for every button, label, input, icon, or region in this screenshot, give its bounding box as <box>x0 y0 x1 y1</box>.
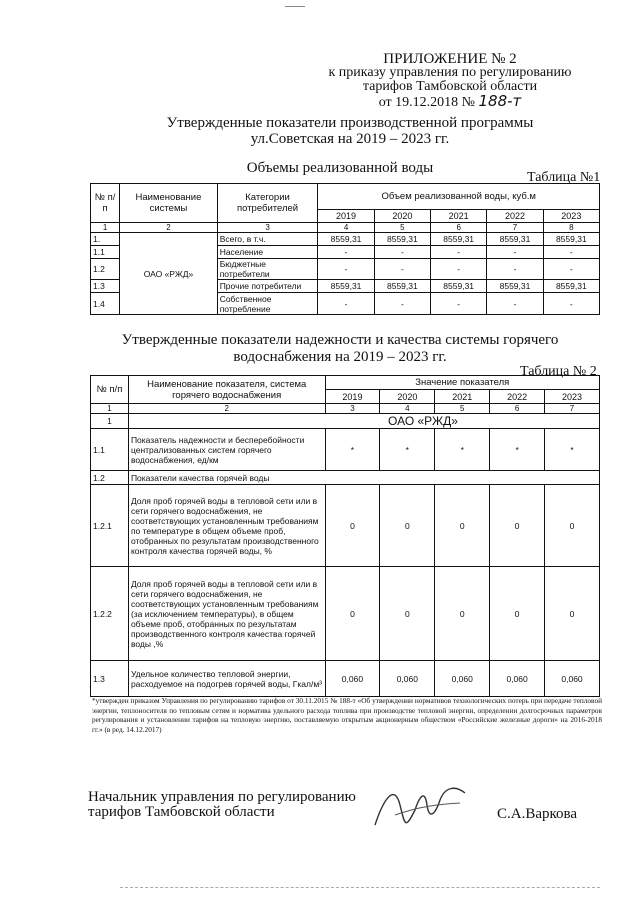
table-row <box>91 471 600 485</box>
row-category: Бюджетные потребители <box>217 259 318 280</box>
row-num: 1.4 <box>91 293 120 315</box>
value-cell: * <box>380 429 435 471</box>
col-header-system: Наименование системы <box>120 184 217 223</box>
table-row <box>91 233 600 246</box>
index-cell: 3 <box>325 404 380 414</box>
table1 <box>90 183 600 315</box>
signatory-name: С.А.Варкова <box>497 806 578 822</box>
row-category: Прочие потребители <box>217 280 318 293</box>
table-row <box>91 661 600 697</box>
row-category: Население <box>217 246 318 259</box>
value-cell: - <box>318 293 374 315</box>
value-cell: 0,060 <box>490 661 545 697</box>
col-header-num: № п/п <box>91 184 120 223</box>
value-cell: 8559,31 <box>318 280 374 293</box>
year-header: 2021 <box>431 210 487 223</box>
value-cell: 0 <box>325 567 380 661</box>
indicator-name: Доля проб горячей воды в тепловой сети или в сети горячего водоснабжения, не соответствующих установленным требованиям по температуре в общем объеме проб, отобранных по результатам производственного контроля качества горячей воды, % <box>128 485 325 567</box>
section1-title-line: Утвержденные показатели производственной программы <box>166 115 534 131</box>
value-cell: 0 <box>380 567 435 661</box>
value-cell: 8559,31 <box>543 233 599 246</box>
row-category: Всего, в т.ч. <box>217 233 318 246</box>
col-header-num: № п/п <box>91 376 129 404</box>
handwritten-signature <box>365 775 475 835</box>
index-cell: 5 <box>435 404 490 414</box>
index-cell: 2 <box>120 223 217 233</box>
value-cell: 0 <box>490 567 545 661</box>
value-cell: - <box>431 259 487 280</box>
row-num: 1.2 <box>91 471 129 485</box>
value-cell: - <box>374 246 430 259</box>
value-cell: 8559,31 <box>374 233 430 246</box>
section2-title-line: водоснабжения на 2019 – 2023 гг. <box>233 349 447 365</box>
table2-number: Таблица № 2 <box>520 364 597 379</box>
value-cell: 8559,31 <box>543 280 599 293</box>
indicator-name: Показатель надежности и бесперебойности централизованных систем горячего водоснабжения, ед/км <box>128 429 325 471</box>
value-cell: - <box>374 293 430 315</box>
year-header: 2019 <box>318 210 374 223</box>
value-cell: 0 <box>490 485 545 567</box>
order-date: от 19.12.2018 № <box>378 95 475 110</box>
value-cell: 0 <box>380 485 435 567</box>
value-cell: 0,060 <box>545 661 600 697</box>
year-header: 2020 <box>380 390 435 404</box>
indicator-name: Показатели качества горячей воды <box>128 471 599 485</box>
order-ref-line: тарифов Тамбовской области <box>362 79 538 94</box>
index-cell: 3 <box>217 223 318 233</box>
year-header: 2023 <box>545 390 600 404</box>
section1-title <box>120 115 580 147</box>
table-row <box>91 485 600 567</box>
position-line: тарифов Тамбовской области <box>88 804 275 820</box>
order-ref-line: к приказу управления по регулированию <box>328 65 572 80</box>
value-cell: * <box>490 429 545 471</box>
value-cell: 0 <box>545 567 600 661</box>
value-cell: * <box>325 429 380 471</box>
row-num: 1.2 <box>91 259 120 280</box>
row-num: 1.2.1 <box>91 485 129 567</box>
position-line: Начальник управления по регулированию <box>88 789 356 805</box>
value-cell: 8559,31 <box>431 233 487 246</box>
index-cell: 4 <box>380 404 435 414</box>
row-num: 1 <box>91 414 129 429</box>
index-cell: 7 <box>487 223 543 233</box>
order-date-line <box>300 94 600 110</box>
value-cell: * <box>435 429 490 471</box>
value-cell: 0 <box>435 485 490 567</box>
index-cell: 8 <box>543 223 599 233</box>
index-cell: 1 <box>91 404 129 414</box>
value-cell: - <box>487 259 543 280</box>
row-num: 1.1 <box>91 429 129 471</box>
value-cell: - <box>431 246 487 259</box>
org-name: ОАО «РЖД» <box>128 414 599 429</box>
col-header-category: Категории потребителей <box>217 184 318 223</box>
handwritten-number: 188-т <box>478 92 522 110</box>
indicator-name: Доля проб горячей воды в тепловой сети или в сети горячего водоснабжения, не соответствующих установленным требованиям (за исключением температуры), в общем объеме проб, отобранных по результатам производственного контроля качества горячей воды ,% <box>128 567 325 661</box>
index-cell: 7 <box>545 404 600 414</box>
value-cell: 0,060 <box>435 661 490 697</box>
value-cell: 8559,31 <box>487 280 543 293</box>
row-num: 1.3 <box>91 661 129 697</box>
table-row <box>91 567 600 661</box>
year-header: 2022 <box>490 390 545 404</box>
appendix-title: ПРИЛОЖЕНИЕ № 2 <box>383 51 517 67</box>
value-cell: - <box>543 259 599 280</box>
value-cell: 0,060 <box>380 661 435 697</box>
value-cell: 0,060 <box>325 661 380 697</box>
value-cell: - <box>318 259 374 280</box>
section1-title-line: ул.Советская на 2019 – 2023 гг. <box>250 131 450 147</box>
row-num: 1.3 <box>91 280 120 293</box>
row-num: 1.1 <box>91 246 120 259</box>
top-mark <box>285 6 305 7</box>
index-cell: 1 <box>91 223 120 233</box>
row-num: 1. <box>91 233 120 246</box>
value-cell: 0 <box>325 485 380 567</box>
section2-title <box>100 332 580 366</box>
index-cell: 5 <box>374 223 430 233</box>
value-cell: - <box>487 293 543 315</box>
footnote: *утвержден приказом Управления по регулированию тарифов от 30.11.2015 № 188-т «Об утверждении нормативов технологических потерь при передаче тепловой энергии, теплоносителя по тепловым сетям и норматива удельного расхода топлива при производстве тепловой энергии, определении долгосрочных параметров регулирования и установлении тарифов на тепловую энергию, поставляемую открытым акционерным обществом «Российские железные дороги» на 2016-2018 гг.» (в ред. 14.12.2017) <box>92 696 602 734</box>
value-cell: 0 <box>435 567 490 661</box>
index-cell: 6 <box>490 404 545 414</box>
value-cell: * <box>545 429 600 471</box>
year-header: 2020 <box>374 210 430 223</box>
signatory-position <box>88 790 356 820</box>
value-cell: 8559,31 <box>487 233 543 246</box>
row-num: 1.2.2 <box>91 567 129 661</box>
index-cell: 2 <box>128 404 325 414</box>
value-cell: - <box>431 293 487 315</box>
col-header-volume: Объем реализованной воды, куб.м <box>318 184 600 210</box>
document-header <box>300 52 600 110</box>
section1-subtitle: Объемы реализованной воды <box>246 160 434 176</box>
value-cell: 8559,31 <box>374 280 430 293</box>
year-header: 2023 <box>543 210 599 223</box>
value-cell: - <box>543 293 599 315</box>
table1-number: Таблица №1 <box>527 170 601 185</box>
table2 <box>90 375 600 697</box>
org-row <box>91 414 600 429</box>
value-cell: - <box>543 246 599 259</box>
value-cell: 8559,31 <box>431 280 487 293</box>
section2-title-line: Утвержденные показатели надежности и качества системы горячего <box>121 332 559 348</box>
indicator-name: Удельное количество тепловой энергии, расходуемое на подогрев горячей воды, Гкал/м³ <box>128 661 325 697</box>
table-row <box>91 429 600 471</box>
year-header: 2019 <box>325 390 380 404</box>
bottom-mark <box>120 887 600 888</box>
value-cell: - <box>374 259 430 280</box>
index-cell: 6 <box>431 223 487 233</box>
col-header-value: Значение показателя <box>325 376 600 390</box>
year-header: 2021 <box>435 390 490 404</box>
system-name: ОАО «РЖД» <box>120 233 217 315</box>
value-cell: - <box>487 246 543 259</box>
year-header: 2022 <box>487 210 543 223</box>
value-cell: 8559,31 <box>318 233 374 246</box>
index-cell: 4 <box>318 223 374 233</box>
row-category: Собственное потребление <box>217 293 318 315</box>
value-cell: - <box>318 246 374 259</box>
col-header-indicator: Наименование показателя, система горячего водоснабжения <box>128 376 325 404</box>
value-cell: 0 <box>545 485 600 567</box>
